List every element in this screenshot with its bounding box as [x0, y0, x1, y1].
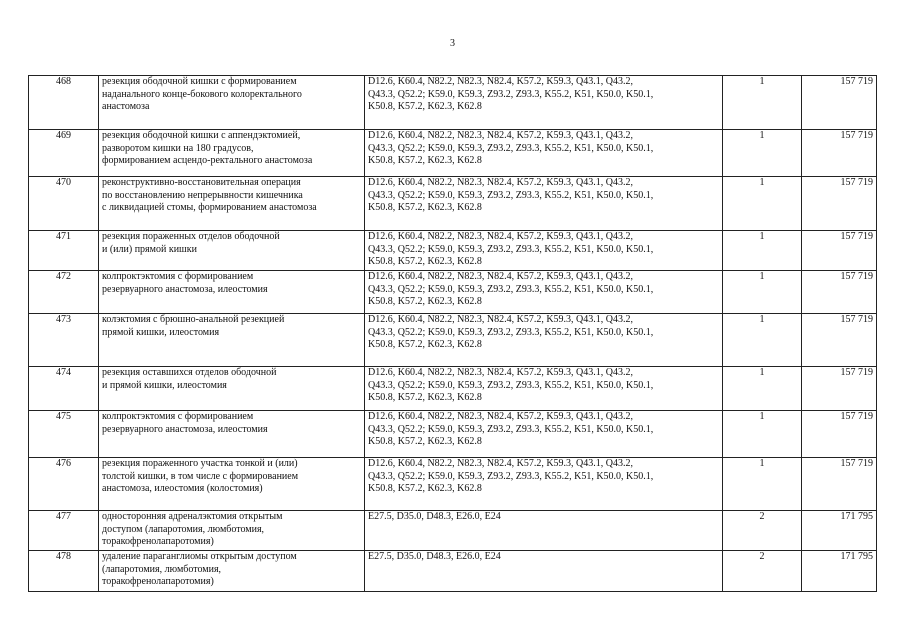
group-cell: 1: [723, 271, 802, 314]
procedure-name-line: резекция оставшихся отделов ободочной: [102, 367, 277, 378]
procedure-name-cell: [99, 231, 365, 271]
diagnosis-codes-line: K50.8, K57.2, K62.3, K62.8: [368, 392, 482, 404]
procedure-name-line: резекция ободочной кишки с формированием: [102, 76, 297, 87]
procedure-name-cell: [99, 367, 365, 411]
diagnosis-codes-line: D12.6, K60.4, N82.2, N82.3, N82.4, K57.2, K59.3, Q43.1, Q43.2,: [368, 130, 633, 141]
cost-cell: 157 719: [802, 458, 877, 511]
row-number-cell: 474: [29, 367, 99, 411]
procedures-table: [28, 75, 877, 592]
diagnosis-codes-cell: [365, 314, 723, 367]
page-number: 3: [450, 38, 455, 49]
procedure-name-line: и (или) прямой кишки: [102, 243, 197, 255]
group-cell: 1: [723, 367, 802, 411]
row-number-cell: 470: [29, 177, 99, 231]
diagnosis-codes-line: K50.8, K57.2, K62.3, K62.8: [368, 296, 482, 308]
table-row: [29, 177, 877, 231]
group-cell: 1: [723, 411, 802, 458]
diagnosis-codes-cell: [365, 551, 723, 592]
diagnosis-codes-line: K50.8, K57.2, K62.3, K62.8: [368, 155, 482, 167]
procedure-name-cell: [99, 76, 365, 130]
procedure-name-line: резекция ободочной кишки с аппендэктомией,: [102, 130, 301, 141]
diagnosis-codes-line: K50.8, K57.2, K62.3, K62.8: [368, 101, 482, 113]
diagnosis-codes-cell: [365, 271, 723, 314]
diagnosis-codes-line: Q43.3, Q52.2; K59.0, K59.3, Z93.2, Z93.3, K55.2, K51, K50.0, K50.1,: [368, 189, 654, 201]
diagnosis-codes-cell: [365, 76, 723, 130]
procedure-name-line: доступом (лапаротомия, люмботомия,: [102, 523, 265, 535]
diagnosis-codes-line: E27.5, D35.0, D48.3, E26.0, E24: [368, 511, 501, 522]
diagnosis-codes-line: D12.6, K60.4, N82.2, N82.3, N82.4, K57.2, K59.3, Q43.1, Q43.2,: [368, 411, 633, 422]
procedure-name-line: анастомоза, илеостомия (колостомия): [102, 483, 263, 495]
procedure-name-line: торакофренолапаротомия): [102, 536, 214, 548]
row-number-cell: 468: [29, 76, 99, 130]
procedure-name-line: колпроктэктомия с формированием: [102, 271, 254, 282]
procedure-name-line: резекция пораженных отделов ободочной: [102, 231, 280, 242]
group-cell: 1: [723, 130, 802, 177]
group-cell: 1: [723, 76, 802, 130]
procedure-name-cell: [99, 411, 365, 458]
procedure-name-line: колпроктэктомия с формированием: [102, 411, 254, 422]
cost-cell: 157 719: [802, 314, 877, 367]
row-number-cell: 473: [29, 314, 99, 367]
diagnosis-codes-line: K50.8, K57.2, K62.3, K62.8: [368, 436, 482, 448]
table-row: [29, 314, 877, 367]
procedure-name-cell: [99, 314, 365, 367]
diagnosis-codes-line: K50.8, K57.2, K62.3, K62.8: [368, 202, 482, 214]
diagnosis-codes-cell: [365, 130, 723, 177]
procedure-name-line: с ликвидацией стомы, формированием анастомоза: [102, 202, 317, 214]
procedure-name-cell: [99, 458, 365, 511]
cost-cell: 157 719: [802, 76, 877, 130]
diagnosis-codes-line: D12.6, K60.4, N82.2, N82.3, N82.4, K57.2, K59.3, Q43.1, Q43.2,: [368, 458, 633, 469]
diagnosis-codes-line: Q43.3, Q52.2; K59.0, K59.3, Z93.2, Z93.3, K55.2, K51, K50.0, K50.1,: [368, 142, 654, 154]
procedure-name-line: анастомоза: [102, 101, 150, 113]
diagnosis-codes-line: K50.8, K57.2, K62.3, K62.8: [368, 483, 482, 495]
table-row: [29, 367, 877, 411]
diagnosis-codes-line: Q43.3, Q52.2; K59.0, K59.3, Z93.2, Z93.3, K55.2, K51, K50.0, K50.1,: [368, 423, 654, 435]
group-cell: 1: [723, 231, 802, 271]
group-cell: 2: [723, 551, 802, 592]
table-row: [29, 551, 877, 592]
cost-cell: 157 719: [802, 271, 877, 314]
procedure-name-line: наданального конце-бокового колоректального: [102, 88, 302, 100]
cost-cell: 157 719: [802, 177, 877, 231]
procedure-name-line: реконструктивно-восстановительная операция: [102, 177, 301, 188]
table-body: [29, 76, 877, 592]
procedure-name-cell: [99, 130, 365, 177]
procedure-name-cell: [99, 511, 365, 551]
diagnosis-codes-line: D12.6, K60.4, N82.2, N82.3, N82.4, K57.2, K59.3, Q43.1, Q43.2,: [368, 271, 633, 282]
procedure-name-line: торакофренолапаротомия): [102, 576, 214, 588]
row-number-cell: 472: [29, 271, 99, 314]
diagnosis-codes-line: K50.8, K57.2, K62.3, K62.8: [368, 339, 482, 351]
procedure-name-line: разворотом кишки на 180 градусов,: [102, 142, 254, 154]
diagnosis-codes-line: Q43.3, Q52.2; K59.0, K59.3, Z93.2, Z93.3, K55.2, K51, K50.0, K50.1,: [368, 243, 654, 255]
cost-cell: 157 719: [802, 367, 877, 411]
table-row: [29, 231, 877, 271]
row-number-cell: 475: [29, 411, 99, 458]
diagnosis-codes-cell: [365, 458, 723, 511]
procedure-name-line: резервуарного анастомоза, илеостомия: [102, 423, 268, 435]
diagnosis-codes-line: K50.8, K57.2, K62.3, K62.8: [368, 256, 482, 268]
row-number-cell: 469: [29, 130, 99, 177]
diagnosis-codes-line: D12.6, K60.4, N82.2, N82.3, N82.4, K57.2, K59.3, Q43.1, Q43.2,: [368, 314, 633, 325]
row-number-cell: 476: [29, 458, 99, 511]
procedure-name-line: и прямой кишки, илеостомия: [102, 379, 227, 391]
procedure-name-cell: [99, 271, 365, 314]
diagnosis-codes-line: Q43.3, Q52.2; K59.0, K59.3, Z93.2, Z93.3, K55.2, K51, K50.0, K50.1,: [368, 283, 654, 295]
procedure-name-line: формированием асцендо-ректального анастомоза: [102, 155, 313, 167]
procedure-name-line: прямой кишки, илеостомия: [102, 326, 220, 338]
cost-cell: 171 795: [802, 511, 877, 551]
group-cell: 1: [723, 458, 802, 511]
diagnosis-codes-line: D12.6, K60.4, N82.2, N82.3, N82.4, K57.2, K59.3, Q43.1, Q43.2,: [368, 76, 633, 87]
diagnosis-codes-line: Q43.3, Q52.2; K59.0, K59.3, Z93.2, Z93.3, K55.2, K51, K50.0, K50.1,: [368, 88, 654, 100]
group-cell: 1: [723, 314, 802, 367]
cost-cell: 157 719: [802, 231, 877, 271]
cost-cell: 157 719: [802, 130, 877, 177]
diagnosis-codes-cell: [365, 367, 723, 411]
diagnosis-codes-line: Q43.3, Q52.2; K59.0, K59.3, Z93.2, Z93.3, K55.2, K51, K50.0, K50.1,: [368, 326, 654, 338]
table-row: [29, 511, 877, 551]
table-row: [29, 130, 877, 177]
procedure-name-line: толстой кишки, в том числе с формированием: [102, 470, 299, 482]
procedure-name-cell: [99, 177, 365, 231]
table-row: [29, 458, 877, 511]
diagnosis-codes-cell: [365, 411, 723, 458]
procedure-name-line: резервуарного анастомоза, илеостомия: [102, 283, 268, 295]
procedure-name-line: односторонняя адреналэктомия открытым: [102, 511, 283, 522]
procedure-name-line: по восстановлению непрерывности кишечника: [102, 189, 303, 201]
diagnosis-codes-line: D12.6, K60.4, N82.2, N82.3, N82.4, K57.2, K59.3, Q43.1, Q43.2,: [368, 177, 633, 188]
diagnosis-codes-line: Q43.3, Q52.2; K59.0, K59.3, Z93.2, Z93.3, K55.2, K51, K50.0, K50.1,: [368, 379, 654, 391]
table-row: [29, 271, 877, 314]
row-number-cell: 471: [29, 231, 99, 271]
table-row: [29, 411, 877, 458]
diagnosis-codes-cell: [365, 511, 723, 551]
diagnosis-codes-line: D12.6, K60.4, N82.2, N82.3, N82.4, K57.2, K59.3, Q43.1, Q43.2,: [368, 231, 633, 242]
diagnosis-codes-cell: [365, 177, 723, 231]
procedure-name-line: колэктомия с брюшно-анальной резекцией: [102, 314, 285, 325]
cost-cell: 157 719: [802, 411, 877, 458]
group-cell: 1: [723, 177, 802, 231]
row-number-cell: 478: [29, 551, 99, 592]
procedure-name-line: резекция пораженного участка тонкой и (или): [102, 458, 298, 469]
diagnosis-codes-line: D12.6, K60.4, N82.2, N82.3, N82.4, K57.2, K59.3, Q43.1, Q43.2,: [368, 367, 633, 378]
diagnosis-codes-line: Q43.3, Q52.2; K59.0, K59.3, Z93.2, Z93.3, K55.2, K51, K50.0, K50.1,: [368, 470, 654, 482]
table-row: [29, 76, 877, 130]
group-cell: 2: [723, 511, 802, 551]
row-number-cell: 477: [29, 511, 99, 551]
cost-cell: 171 795: [802, 551, 877, 592]
procedure-name-line: удаление параганглиомы открытым доступом: [102, 551, 297, 562]
procedure-name-cell: [99, 551, 365, 592]
diagnosis-codes-line: E27.5, D35.0, D48.3, E26.0, E24: [368, 551, 501, 562]
procedure-name-line: (лапаротомия, люмботомия,: [102, 563, 222, 575]
diagnosis-codes-cell: [365, 231, 723, 271]
